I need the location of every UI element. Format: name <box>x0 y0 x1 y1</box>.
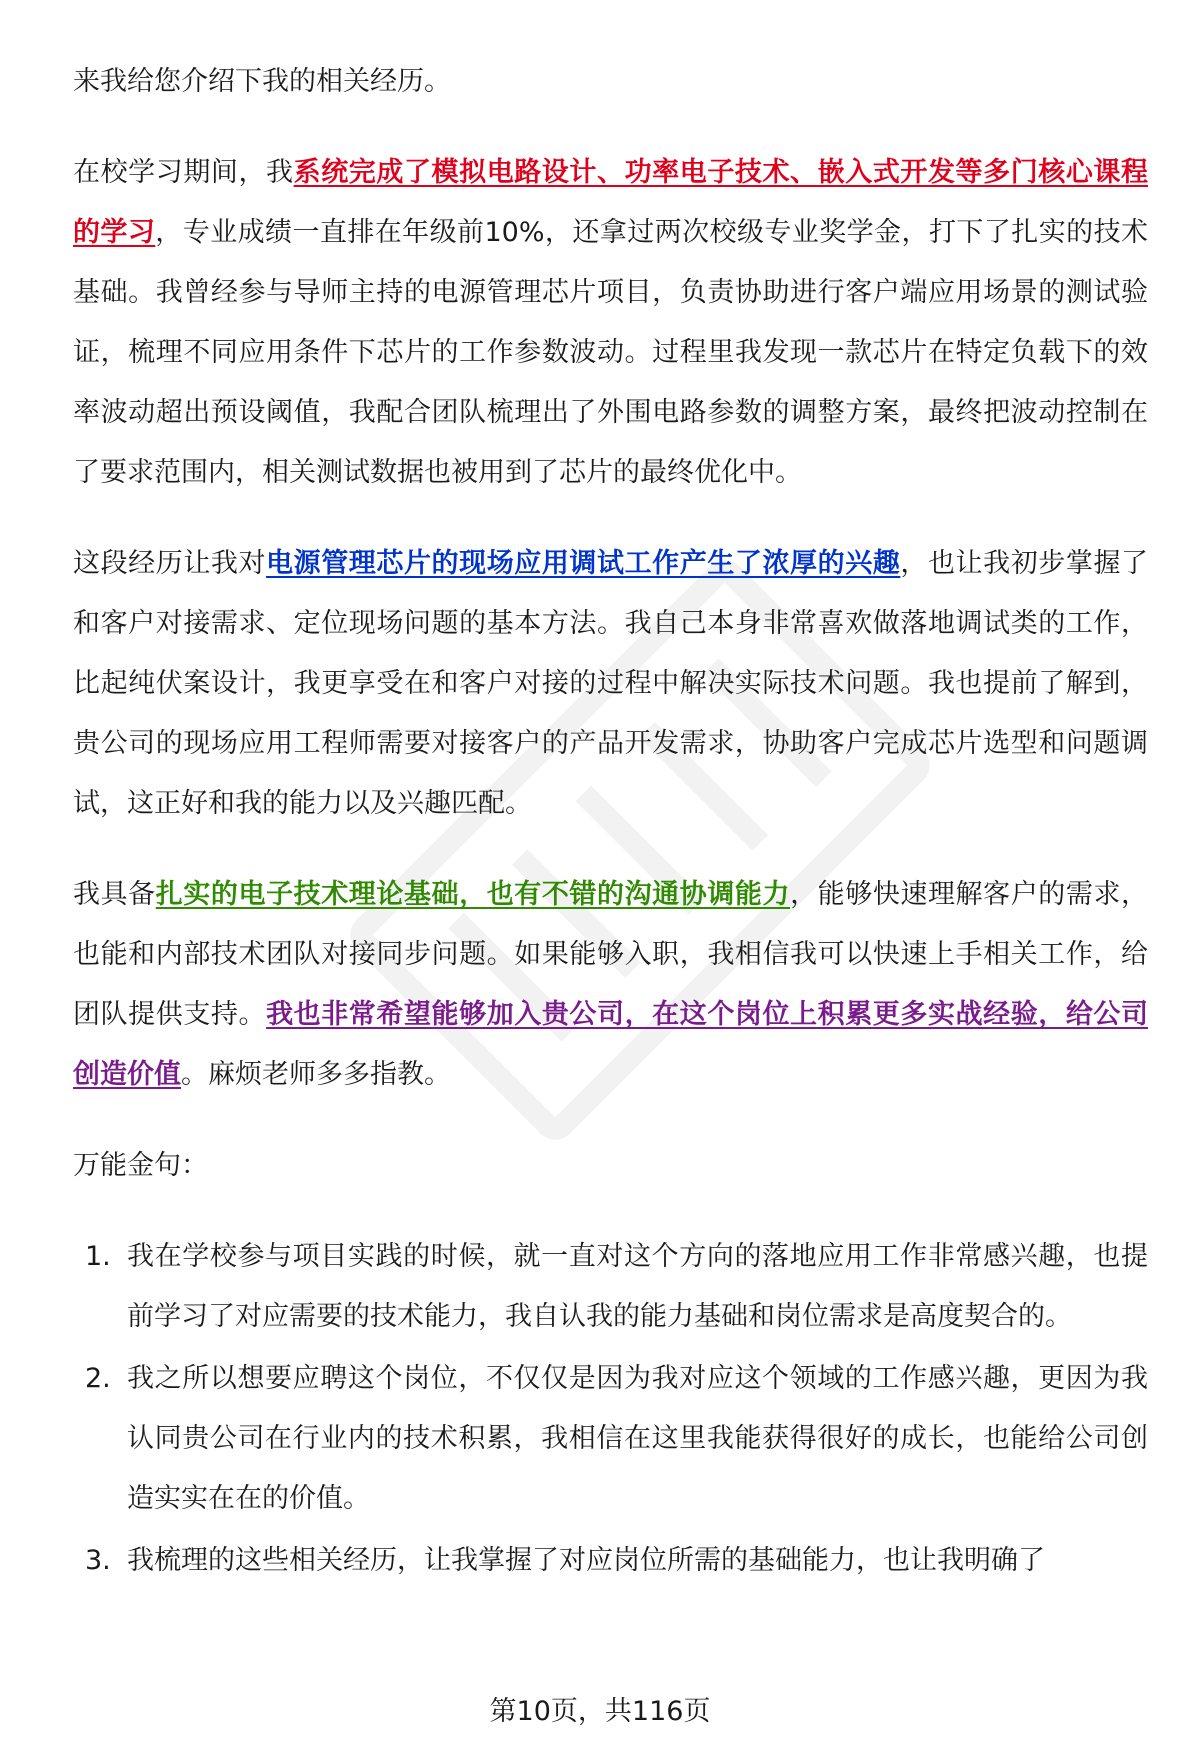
interest-prefix: 这段经历让我对 <box>73 548 267 579</box>
list-item-number: 2. <box>85 1363 111 1394</box>
page-footer: 第10页，共116页 <box>489 1696 711 1727</box>
interest-paragraph <box>73 534 1148 834</box>
ability-prefix: 我具备 <box>73 879 156 910</box>
golden-list <box>73 1227 1148 1591</box>
ability-highlight: 扎实的电子技术理论基础，也有不错的沟通协调能力 <box>155 879 791 910</box>
ability-suffix: 。麻烦老师多多指教。 <box>181 1059 451 1090</box>
experience-paragraph <box>73 143 1148 503</box>
document-body <box>73 52 1148 1593</box>
experience-highlight: 系统完成了模拟电路设计、功率电子技术、嵌入式开发等多门核心课程的学习 <box>73 157 1149 248</box>
list-item-text: 我之所以想要应聘这个岗位，不仅仅是因为我对应这个领域的工作感兴趣，更因为我认同贵公司在行业内的技术积累，我相信在这里我能获得很好的成长，也能给公司创造实实在在的价值。 <box>127 1363 1148 1514</box>
experience-suffix: ，专业成绩一直排在年级前10%，还拿过两次校级专业奖学金，打下了扎实的技术基础。我曾经参与导师主持的电源管理芯片项目，负责协助进行客户端应用场景的测试验证，梳理不同应用条件下芯片的工作参数波动。过程里我发现一款芯片在特定负载下的效率波动超出预设阈值，我配合团队梳理出了外围电路参数的调整方案，最终把波动控制在了要求范围内，相关测试数据也被用到了芯片的最终优化中。 <box>73 217 1148 488</box>
experience-prefix: 在校学习期间，我 <box>73 157 294 188</box>
list-item-text: 我在学校参与项目实践的时候，就一直对这个方向的落地应用工作非常感兴趣，也提前学习了对应需要的技术能力，我自认我的能力基础和岗位需求是高度契合的。 <box>127 1241 1148 1332</box>
ability-paragraph <box>73 865 1148 1105</box>
list-item <box>73 1349 1148 1529</box>
interest-highlight: 电源管理芯片的现场应用调试工作产生了浓厚的兴趣 <box>266 548 901 579</box>
list-item <box>73 1227 1148 1347</box>
interest-suffix: ，也让我初步掌握了和客户对接需求、定位现场问题的基本方法。我自己本身非常喜欢做落地调试类的工作，比起纯伏案设计，我更享受在和客户对接的过程中解决实际技术问题。我也提前了解到，贵公司的现场应用工程师需要对接客户的产品开发需求，协助客户完成芯片选型和问题调试，这正好和我的能力以及兴趣匹配。 <box>73 548 1149 819</box>
list-item-number: 3. <box>85 1545 111 1576</box>
list-item <box>73 1531 1148 1591</box>
ability-middle: ，能够快速理解客户的需求，也能和内部技术团队对接同步问题。如果能够入职，我相信我可以快速上手相关工作，给团队提供支持。 <box>73 879 1149 1030</box>
intro-paragraph: 来我给您介绍下我的相关经历。 <box>73 66 451 97</box>
wish-highlight: 我也非常希望能够加入贵公司，在这个岗位上积累更多实战经验，给公司创造价值 <box>73 999 1149 1090</box>
golden-title: 万能金句： <box>73 1150 208 1181</box>
list-item-number: 1. <box>85 1241 111 1272</box>
list-item-text: 我梳理的这些相关经历，让我掌握了对应岗位所需的基础能力，也让我明确了 <box>127 1545 1045 1576</box>
